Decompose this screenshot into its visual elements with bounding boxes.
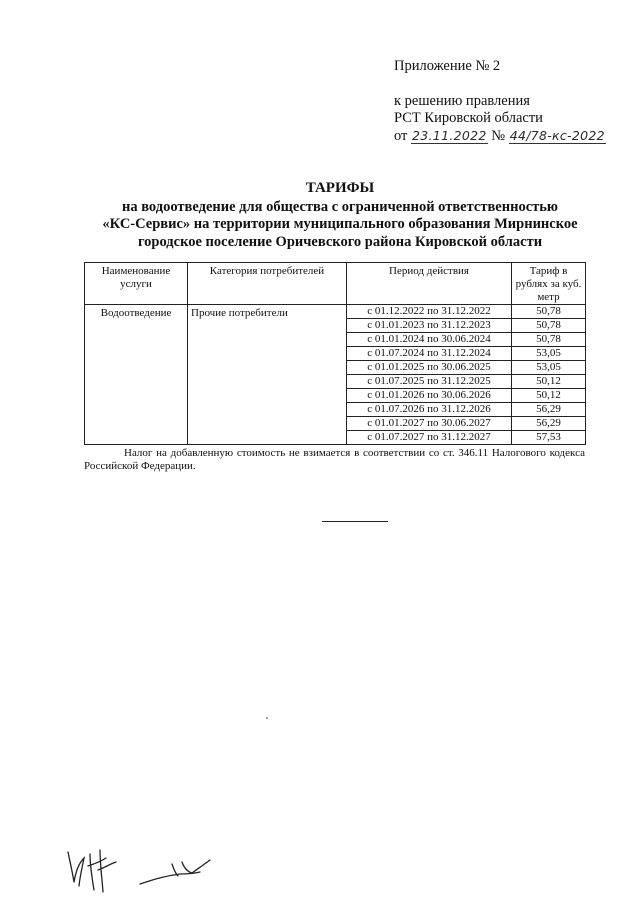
period-cell: с 01.01.2025 по 30.06.2025 — [347, 361, 512, 375]
service-cell: Водоотведение — [85, 305, 188, 445]
document-title — [70, 180, 610, 251]
title-main: ТАРИФЫ — [305, 180, 375, 196]
table-body — [85, 305, 586, 445]
period-cell: с 01.01.2027 по 30.06.2027 — [347, 417, 512, 431]
decision-line-1: к решению правления — [394, 93, 530, 109]
period-cell: с 01.07.2027 по 31.12.2027 — [347, 431, 512, 445]
decision-line-2: РСТ Кировской области — [394, 110, 543, 126]
tariff-cell: 50,78 — [512, 305, 586, 319]
period-cell: с 01.07.2026 по 31.12.2026 — [347, 403, 512, 417]
handwritten-number: 44/78-кс-2022 — [509, 128, 605, 143]
handwritten-date: 23.11.2022 — [412, 128, 487, 143]
tariff-cell: 50,12 — [512, 375, 586, 389]
period-cell: с 01.01.2026 по 30.06.2026 — [347, 389, 512, 403]
tariff-cell: 56,29 — [512, 417, 586, 431]
header-tariff: Тариф в рублях за куб. метр — [512, 263, 586, 305]
tariff-cell: 53,05 — [512, 347, 586, 361]
number-sign: № — [491, 128, 506, 144]
table-header-row — [85, 263, 586, 305]
tariff-cell: 50,78 — [512, 333, 586, 347]
period-cell: с 01.07.2024 по 31.12.2024 — [347, 347, 512, 361]
tariff-cell: 50,12 — [512, 389, 586, 403]
tariff-table — [84, 262, 586, 445]
signature-icon — [60, 840, 230, 895]
tariff-cell: 57,53 — [512, 431, 586, 445]
initials-signatures — [60, 840, 230, 895]
title-line-2: «КС-Сервис» на территории муниципального образования Мирнинское — [102, 216, 578, 232]
table-row — [85, 305, 586, 319]
header-period: Период действия — [347, 263, 512, 305]
period-cell: с 01.12.2022 по 31.12.2022 — [347, 305, 512, 319]
period-cell: с 01.01.2023 по 31.12.2023 — [347, 319, 512, 333]
end-divider — [322, 521, 388, 522]
from-prefix: от — [394, 128, 408, 144]
decision-reference — [394, 93, 606, 145]
header-category: Категория потребителей — [188, 263, 347, 305]
appendix-label: Приложение № 2 — [394, 58, 501, 74]
period-cell: с 01.07.2025 по 31.12.2025 — [347, 375, 512, 389]
period-cell: с 01.01.2024 по 30.06.2024 — [347, 333, 512, 347]
header-service: Наименование услуги — [85, 263, 188, 305]
tariff-cell: 56,29 — [512, 403, 586, 417]
tariff-cell: 53,05 — [512, 361, 586, 375]
tax-note: Налог на добавленную стоимость не взимается в соответствии со ст. 346.11 Налогового кодекса Российской Федерации. — [84, 447, 585, 472]
scan-speck — [266, 717, 268, 719]
decision-date-number — [394, 127, 606, 145]
category-cell: Прочие потребители — [188, 305, 347, 445]
title-line-1: на водоотведение для общества с ограниченной ответственностью — [121, 198, 559, 215]
tariff-cell: 50,78 — [512, 319, 586, 333]
title-line-3: городское поселение Оричевского района Кировской области — [137, 233, 543, 250]
